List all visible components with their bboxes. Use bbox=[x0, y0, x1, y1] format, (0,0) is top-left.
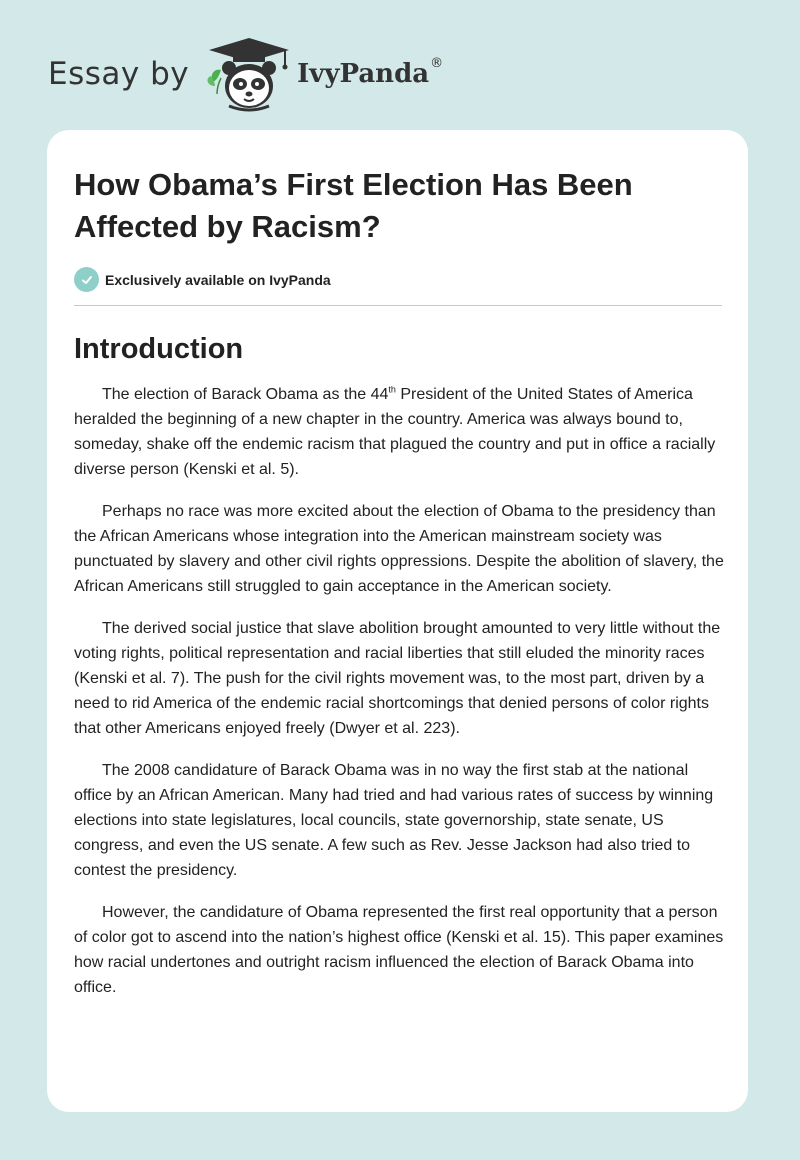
ordinal-suffix: th bbox=[388, 384, 396, 395]
registered-mark: ® bbox=[430, 56, 444, 71]
divider bbox=[74, 305, 722, 306]
panda-logo-icon bbox=[203, 34, 295, 114]
exclusive-badge bbox=[74, 267, 722, 292]
section-heading: Introduction bbox=[74, 333, 244, 365]
paragraph-3: The derived social justice that slave abolition brought amounted to very little without the voting rights, political representation and racial liberties that still eluded the minority races (Kenski et al. 7). The push for the civil rights movement was, to the most part, driven by a need to rid America of the endemic racial shortcomings that denied persons of color rights that other Americans enjoyed freely (Dwyer et al. 223). bbox=[74, 620, 721, 737]
paragraph-2: Perhaps no race was more excited about the election of Obama to the presidency than the African Americans whose integration into the American mainstream society was punctuated by slavery and other civil rights oppressions. Despite the abolition of slavery, the African Americans still struggled to gain acceptance in the American society. bbox=[74, 503, 724, 595]
brand-prefix: Essay by bbox=[48, 55, 190, 92]
essay-title: How Obama’s First Election Has Been Affected by Racism? bbox=[74, 167, 633, 244]
essay-card bbox=[47, 130, 748, 1112]
paragraph-4: The 2008 candidature of Barack Obama was in no way the first stab at the national office by an African American. Many had tried and had various rates of success by winning elections into state legislatures, local councils, state governorship, state senate, US congress, and even the US senate. A few such as Rev. Jesse Jackson had also tried to contest the presidency. bbox=[74, 762, 714, 879]
paragraph-5: However, the candidature of Obama represented the first real opportunity that a person of color got to ascend into the nation’s highest office (Kenski et al. 15). This paper examines how racial undertones and outright racism influenced the election of Barack Obama into office. bbox=[74, 904, 724, 996]
exclusive-badge-label: Exclusively available on IvyPanda bbox=[105, 271, 331, 288]
brand-name: IvyPanda bbox=[297, 59, 430, 89]
check-icon bbox=[74, 267, 99, 292]
site-brand[interactable] bbox=[48, 34, 468, 114]
paragraph-1: The election of Barack Obama as the 44th President of the United States of America heralded the beginning of a new chapter in the country. America was always bound to, someday, shake off the endemic racism that plagued the country and put in office a racially diverse person (Kenski et al. 5). bbox=[74, 384, 716, 478]
